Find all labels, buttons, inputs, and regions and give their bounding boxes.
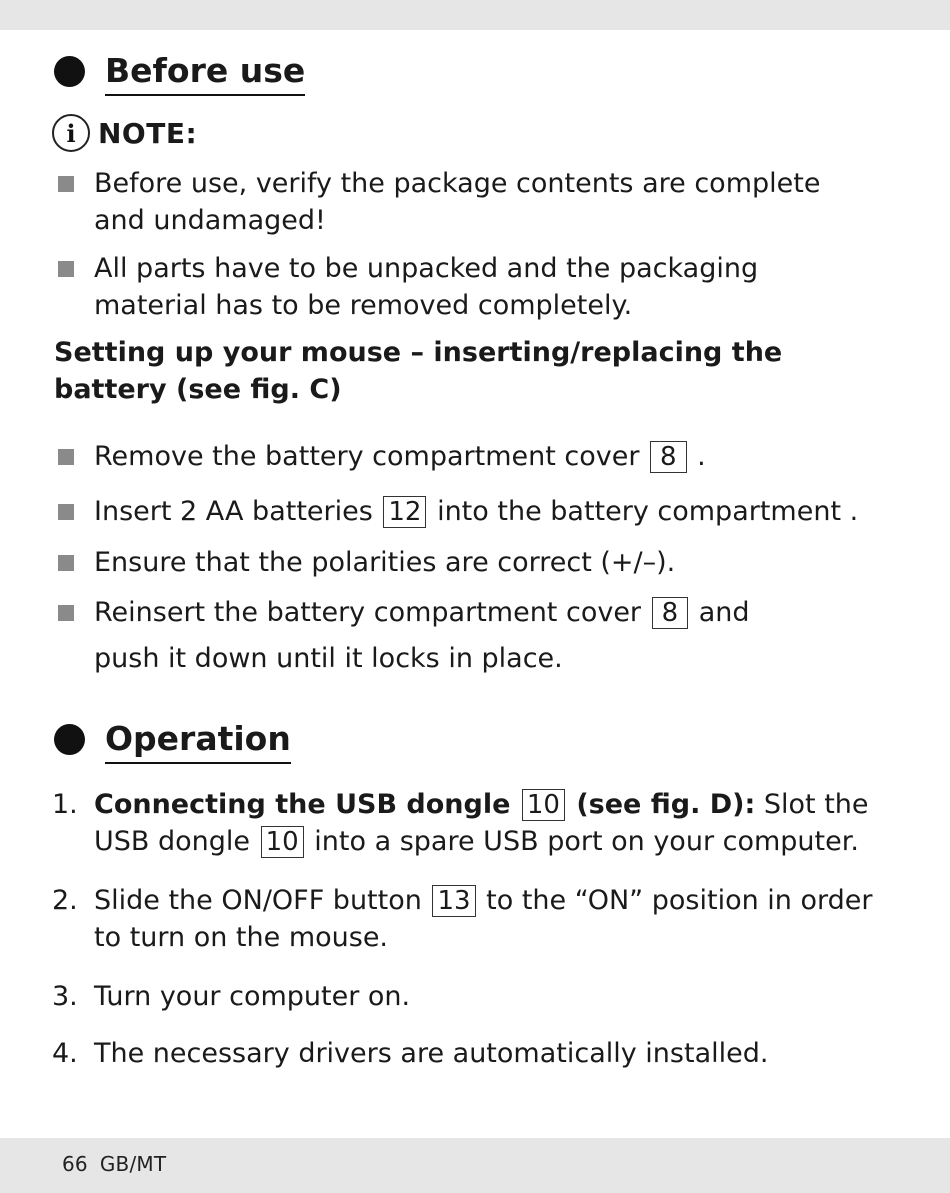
section-bullet-icon: [54, 724, 85, 755]
note-item-text: Before use, verify the package contents are complete and undamaged!: [94, 168, 821, 236]
square-bullet-icon: [58, 261, 74, 277]
page-footer: [62, 1152, 166, 1176]
note-header: [52, 114, 197, 152]
note-item-text: All parts have to be unpacked and the packaging material has to be removed completely.: [94, 253, 759, 321]
section-bullet-icon: [54, 56, 85, 87]
operation-step-text: Turn your computer on.: [94, 981, 411, 1012]
square-bullet-icon: [58, 605, 74, 621]
page-number: 66: [62, 1152, 88, 1176]
section-title: Before use: [105, 50, 305, 96]
square-bullet-icon: [58, 176, 74, 192]
top-margin-band: [0, 0, 950, 30]
square-bullet-icon: [58, 555, 74, 571]
step-number: 4.: [52, 1038, 78, 1069]
note-item: [58, 165, 878, 239]
square-bullet-icon: [58, 449, 74, 465]
step-number: 3.: [52, 981, 78, 1012]
part-reference: 10: [522, 789, 565, 821]
battery-step: [58, 590, 818, 682]
note-item: [58, 250, 878, 324]
part-reference: 10: [261, 826, 304, 858]
battery-step-text: Ensure that the polarities are correct (+/–).: [94, 547, 676, 578]
part-reference: 8: [650, 441, 687, 473]
section-heading-before-use: [54, 50, 305, 96]
operation-step: [52, 978, 882, 1015]
info-icon: i: [52, 114, 90, 152]
operation-step-text: Slide the ON/OFF button 13 to the “ON” position in order to turn on the mouse.: [94, 885, 873, 953]
operation-step: [52, 882, 882, 956]
step-number: 2.: [52, 885, 78, 916]
section-heading-operation: [54, 718, 291, 764]
subheading-battery-setup: Setting up your mouse – inserting/replacing the battery (see fig. C): [54, 337, 783, 405]
section-title: Operation: [105, 718, 291, 764]
battery-step-text: Insert 2 AA batteries 12 into the battery compartment .: [94, 496, 859, 527]
battery-step-text: Reinsert the battery compartment cover 8 and push it down until it locks in place.: [94, 597, 750, 674]
operation-step-text: The necessary drivers are automatically installed.: [94, 1038, 769, 1069]
part-reference: 8: [652, 597, 689, 629]
part-reference: 13: [432, 885, 475, 917]
operation-step: [52, 1035, 882, 1072]
step-number: 1.: [52, 789, 78, 820]
battery-step-text: Remove the battery compartment cover 8 .: [94, 441, 706, 472]
operation-step: [52, 786, 882, 860]
locale-code: GB/MT: [99, 1152, 167, 1176]
battery-step: [58, 493, 878, 530]
square-bullet-icon: [58, 504, 74, 520]
operation-step-text: Connecting the USB dongle 10 (see fig. D): Slot the USB dongle 10 into a spare USB port on your computer.: [94, 789, 869, 857]
battery-step: [58, 438, 878, 475]
part-reference: 12: [383, 496, 426, 528]
note-label: NOTE:: [98, 116, 198, 150]
battery-step: [58, 544, 878, 581]
